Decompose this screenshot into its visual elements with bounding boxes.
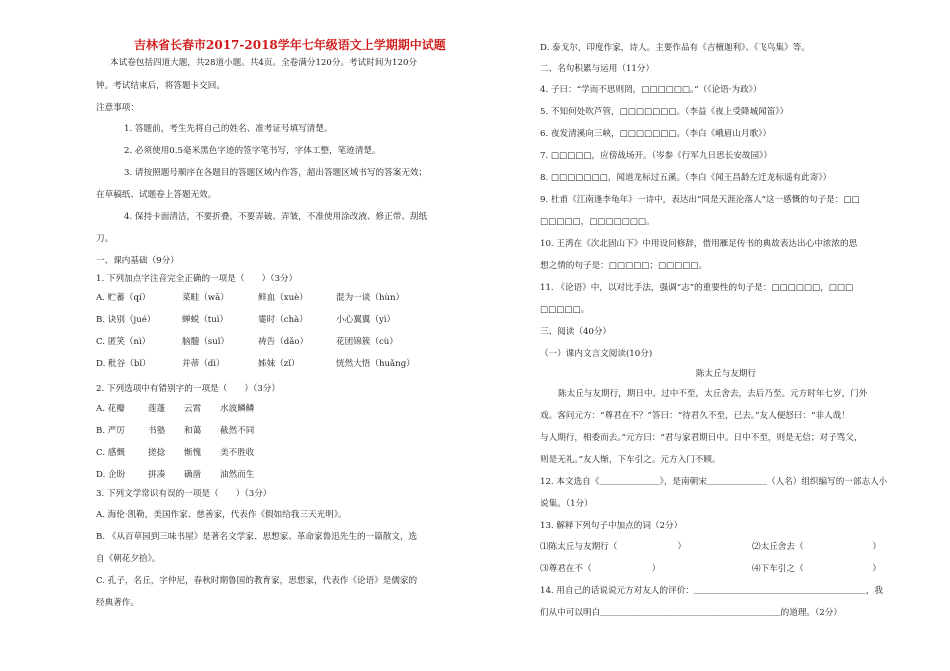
passage-title: 陈太丘与友期行 [695,369,757,379]
q3-line: C. 孔子，名丘，字仲尼，春秋时期鲁国的教育家，思想家，代表作《论语》是儒家的 [96,576,418,586]
option-cell: 混为一谈（hùn） [336,293,405,303]
option-cell: C. 感慨 [96,448,125,458]
passage-line: 则是无礼。”友人惭，下车引之。元方入门不顾。 [540,455,721,465]
option-cell: 菜畦（wā） [182,293,229,303]
option-cell: 惭愧 [184,448,202,458]
option-cell: 截然不同 [220,426,255,436]
option-cell: 书塾 [148,426,166,436]
option-cell: 莲蓬 [148,404,166,414]
passage-line: 与人期行，相委而去。”元方曰：“君与家君期日中。日中不至，则是无信；对子骂父， [540,433,863,443]
option-cell: 并蒂（dì） [182,359,225,369]
recite-line: 11. 《论语》中，以对比手法，强调“志”的重要性的句子是：□□□□□□，□□□ [540,283,854,293]
option-cell: 恍然大悟（huǎng） [336,359,415,369]
recite-line: 想之情的句子是：□□□□□；□□□□□。 [540,261,708,271]
option-cell: 鲜血（xuè） [258,293,308,303]
page-title: 吉林省长春市2017-2018学年七年级语文上学期期中试题 [134,38,446,52]
question-stem: 1. 下列加点字注音完全正确的一项是（ ）（3分） [96,274,298,284]
option-cell: 和蔼 [184,426,202,436]
q3-line: 自《朝花夕拾》。 [96,554,161,564]
recite-line: 5. 不知何处吹芦管，□□□□□□□。（李益《夜上受降城闻笛》） [540,107,789,117]
question-stem: 2. 下列选项中有错别字的一项是（ ）（3分） [96,384,280,394]
option-cell: D. 秕谷（bǐ） [96,359,151,369]
intro-line: 本试卷包括四道大题，共28道小题。共4页。全卷满分120分。考试时间为120分 [110,58,418,68]
q13-item: ⑵太丘舍去（ ） [752,542,881,552]
recite-line: 8. □□□□□□□，闻道龙标过五溪。（李白《闻王昌龄左迁龙标遥有此寄》） [540,173,832,183]
option-cell: 姊妹（zǐ） [258,359,300,369]
note-item: 2. 必须使用0.5毫米黑色字迹的签字笔书写，字体工整，笔迹清楚。 [124,146,381,156]
note-item: 4. 保持卡面清洁，不要折叠，不要弄破、弄皱，不准使用涂改液、修正带、刮纸 [124,212,428,222]
option-cell: 确凿 [184,470,202,480]
option-cell: A. 花瓣 [96,404,125,414]
q12-line: 说集。（1分） [540,499,593,509]
option-cell: B. 诀别（jué） [96,315,156,325]
option-cell: 蝉蜕（tuì） [182,315,229,325]
recite-line: 6. 夜发清溪向三峡，□□□□□□□。（李白《峨眉山月歌》） [540,129,772,139]
recite-line: 10. 王湾在《次北固山下》中用设问修辞，借用雁足传书的典故表达出心中浓浓的思 [540,239,858,249]
option-cell: 拼凑 [148,470,166,480]
q2-options [96,403,476,483]
q3-line: A. 海伦·凯勒，美国作家、慈善家，代表作《假如给我三天光明》。 [96,510,347,520]
option-cell: 脑髓（suǐ） [182,337,230,347]
option-cell: 云霄 [184,404,202,414]
option-cell: D. 企盼 [96,470,126,480]
q13-item: ⑴陈太丘与友期行（ ） [540,542,687,552]
option-cell: 小心翼翼（yì） [336,315,396,325]
q1-options [96,292,476,370]
intro-line: 钟。考试结束后，将答题卡交回。 [96,81,225,91]
q14-line: 14. 用自己的话说说元方对友人的评价：＿＿＿＿＿＿＿＿＿＿＿＿＿＿＿＿＿＿＿＿，我 [540,586,883,596]
q3-line: 经典著作。 [96,598,139,608]
option-cell: 水波鳞鳞 [220,404,255,414]
option-cell: 搓捻 [148,448,166,458]
option-cell: 花团锦簇（cù） [336,337,398,347]
option-cell: 霎时（chà） [258,315,308,325]
question-stem: 13. 解释下列句子中加点的词（2分） [540,521,683,531]
section-heading: 二、名句积累与运用（11分） [540,64,655,74]
section-heading: 三、阅读（40分） [540,327,612,337]
recite-line: □□□□□，□□□□□□□。 [540,217,655,227]
option-cell: 油然而生 [220,470,255,480]
option-cell: 祷告（dǎo） [258,337,309,347]
notes-heading: 注意事项： [96,103,139,113]
recite-line: 4. 子曰：“学而不思则罔，□□□□□□。”（《论语·为政》） [540,85,762,95]
option-cell: 美不胜收 [220,448,255,458]
recite-line: 7. □□□□□，应傍战场开。（岑参《行军九日思长安故园》） [540,151,772,161]
q13-item: ⑶尊君在不（ ） [540,564,661,574]
note-item: 1. 答题前，考生先将自己的姓名、准考证号填写清楚。 [124,124,333,134]
sub-heading: （一）课内文言文阅读(10分) [540,349,653,359]
note-item: 刀。 [96,234,114,244]
q14-line: 们从中可以明白＿＿＿＿＿＿＿＿＿＿＿＿＿＿＿＿＿＿＿＿＿的道理。（2分） [540,608,842,618]
q3-line: B. 《从百草园到三味书屋》是著名文学家、思想家、革命家鲁迅先生的一篇散文，选 [96,532,418,542]
passage-line: 戏。客问元方：“尊君在不？”答曰：“待君久不至，已去。”友人便怒曰：“非人哉！ [540,411,850,421]
q12-line: 12. 本文选自《＿＿＿＿＿＿＿》，是南朝宋＿＿＿＿＿＿＿（人名）组织编写的一部志人小 [540,477,888,487]
q13-item: ⑷下车引之（ ） [752,564,881,574]
section-heading: 一、课内基础（9分） [96,256,179,266]
recite-line: 9. 杜甫《江南逢李龟年》一诗中，表达出“同是天涯沦落人”这一感慨的句子是：□□ [540,195,860,205]
option-cell: B. 严厉 [96,426,125,436]
passage-line: 陈太丘与友期行，期日中。过中不至，太丘舍去，去后乃至。元方时年七岁，门外 [558,389,868,399]
note-item: 3. 请按照题号顺序在各题目的答题区域内作答，超出答题区域书写的答案无效； [124,168,428,178]
option-cell: C. 匿笑（nì） [96,337,151,347]
note-item: 在草稿纸、试题卷上答题无效。 [96,190,217,200]
recite-line: □□□□□。 [540,305,590,315]
q3-option-d: D. 泰戈尔，印度作家，诗人。主要作品有《吉檀迦利》、《飞鸟集》等。 [540,43,810,53]
option-cell: A. 贮蓄（qí） [96,293,151,303]
question-stem: 3. 下列文学常识有误的一项是（ ）（3分） [96,489,272,499]
